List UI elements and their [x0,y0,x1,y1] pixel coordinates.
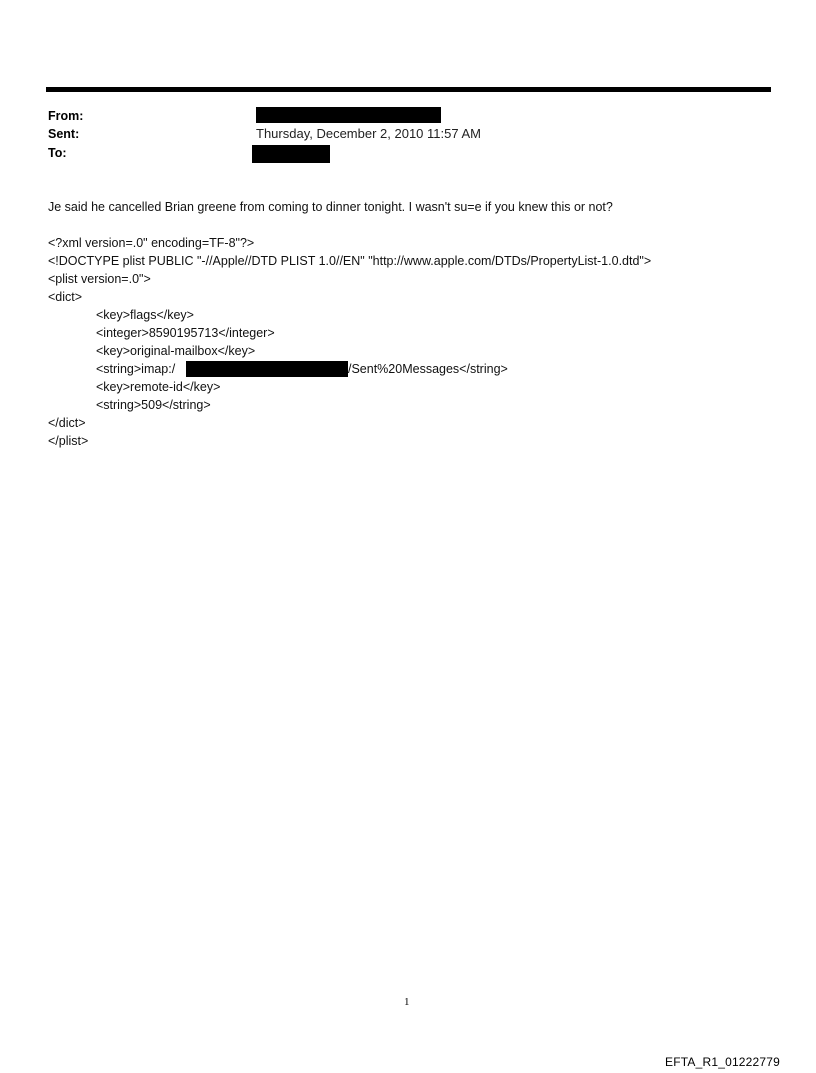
sent-value: Thursday, December 2, 2010 11:57 AM [256,126,481,141]
string-imap-suffix: /Sent%20Messages</string> [348,362,508,376]
plist-close: </plist> [48,434,89,448]
doctype-line: <!DOCTYPE plist PUBLIC "-//Apple//DTD PLIST 1.0//EN" "http://www.apple.com/DTDs/PropertyList-1.0.dtd"> [48,254,652,268]
dict-open: <dict> [48,290,83,304]
key-original-mailbox: <key>original-mailbox</key> [96,344,256,358]
document-id: EFTA_R1_01222779 [665,1055,781,1069]
message-text: Je said he cancelled Brian greene from coming to dinner tonight. I wasn't su=e if you knew this or not? [48,200,613,214]
sent-label: Sent: [48,127,80,141]
to-label: To: [48,146,67,160]
key-flags: <key>flags</key> [96,308,194,322]
plist-open: <plist version=.0"> [48,272,151,286]
xml-declaration: <?xml version=.0" encoding=TF-8"?> [48,236,255,250]
mailbox-redaction [186,361,348,377]
string-imap-prefix: <string>imap:/ [96,362,176,376]
page-number: 1 [404,996,410,1008]
header-rule [46,87,771,92]
integer-flags: <integer>8590195713</integer> [96,326,275,340]
dict-close: </dict> [48,416,86,430]
from-redaction [256,107,441,123]
from-label: From: [48,109,84,123]
string-remote-id: <string>509</string> [96,398,211,412]
key-remote-id: <key>remote-id</key> [96,380,221,394]
to-redaction [252,145,330,163]
